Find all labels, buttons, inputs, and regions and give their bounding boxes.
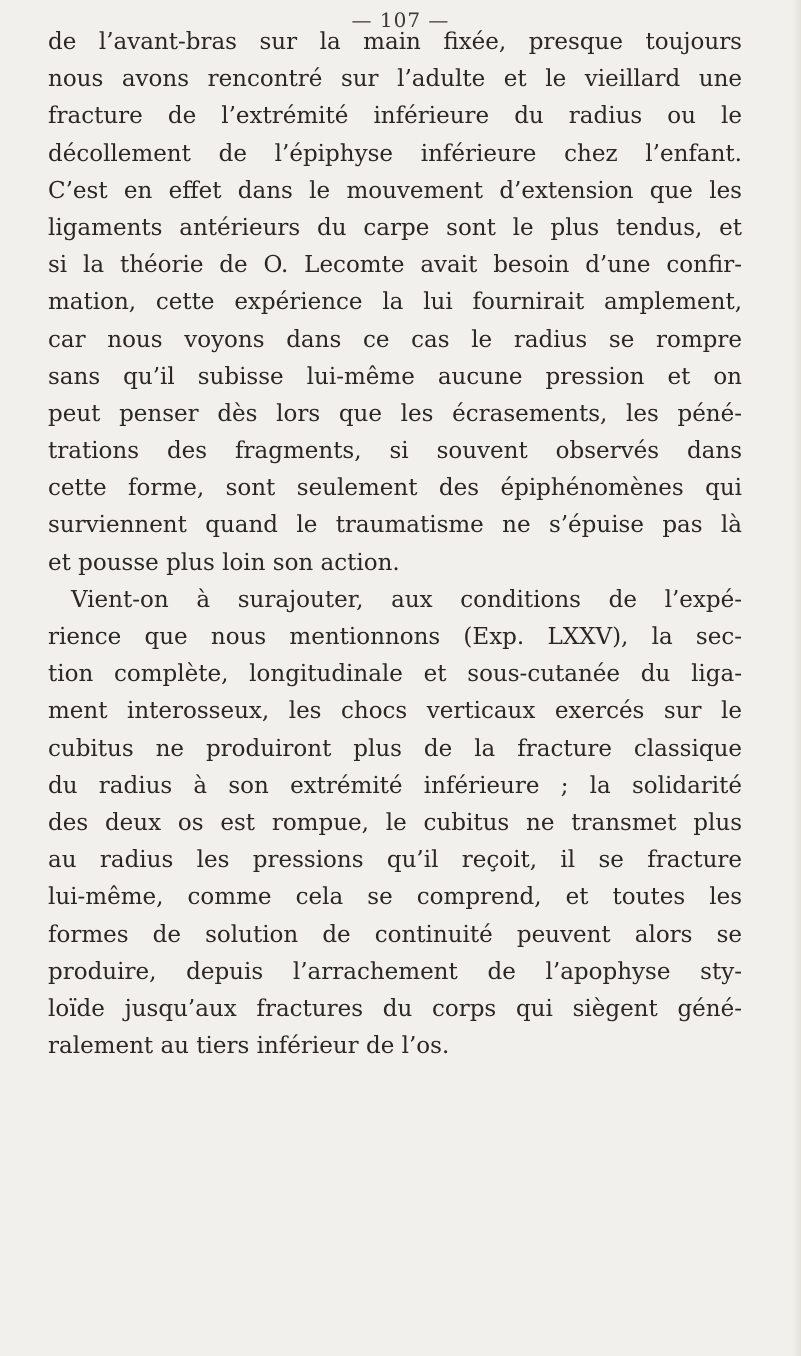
text-line: mation, cette expérience la lui fournirait amplement, [48,289,742,316]
text-line: surviennent quand le traumatisme ne s’épuise pas là [48,512,742,539]
text-line: si la théorie de O. Lecomte avait besoin d’une confir- [48,252,742,279]
text-line: car nous voyons dans ce cas le radius se rompre [48,326,742,353]
text-line: tion complète, longitudinale et sous-cutanée du liga- [48,661,742,688]
text-line: du radius à son extrémité inférieure ; la solidarité [48,772,742,799]
text-line: formes de solution de continuité peuvent alors se [48,921,742,948]
text-line: produire, depuis l’arrachement de l’apophyse sty- [48,958,742,985]
page-edge-shadow [793,0,801,1356]
text-line: ligaments antérieurs du carpe sont le plus tendus, et [48,214,742,241]
text-line: fracture de l’extrémité inférieure du radius ou le [48,103,742,130]
text-line: C’est en effet dans le mouvement d’extension que les [48,177,742,204]
text-line: lui-même, comme cela se comprend, et toutes les [48,884,742,911]
text-line: ment interosseux, les chocs verticaux exercés sur le [48,698,742,725]
text-line: rience que nous mentionnons (Exp. LXXV), la sec- [48,624,742,650]
text-line: au radius les pressions qu’il reçoit, il se fracture [48,847,742,874]
text-line: sans qu’il subisse lui-même aucune pression et on [48,363,742,390]
text-line: de l’avant-bras sur la main fixée, presque toujours [48,29,742,55]
text-line: cette forme, sont seulement des épiphénomènes qui [48,475,742,502]
text-line: décollement de l’épiphyse inférieure chez l’enfant. [48,140,742,167]
text-line: loïde jusqu’aux fractures du corps qui siègent géné- [48,995,742,1022]
text-line: des deux os est rompue, le cubitus ne transmet plus [48,809,742,836]
text-line: peut penser dès lors que les écrasements, les péné- [48,400,742,427]
text-line: trations des fragments, si souvent observés dans [48,438,742,465]
body-text [48,24,742,1065]
page-number: — 107 — [351,8,450,32]
text-line: nous avons rencontré sur l’adulte et le vieillard une [48,66,742,93]
text-line: et pousse plus loin son action. [48,549,400,576]
text-line: ralement au tiers inférieur de l’os. [48,1033,450,1060]
text-line: cubitus ne produiront plus de la fracture classique [48,735,742,762]
text-line: Vient-on à surajouter, aux conditions de l’expé- [71,586,742,613]
